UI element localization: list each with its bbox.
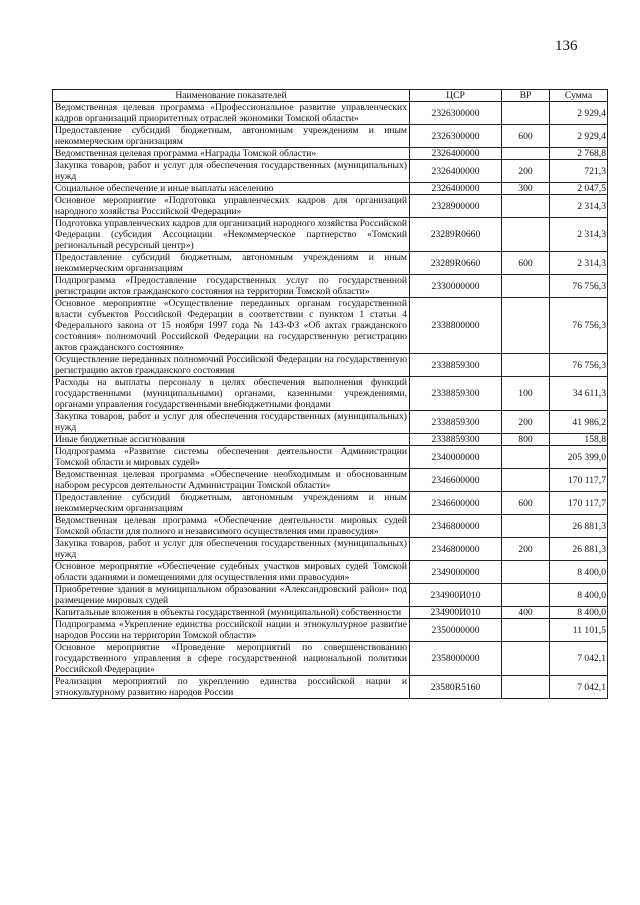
table-row [53, 377, 608, 411]
row-sum: 11 101,5 [550, 619, 608, 642]
row-vr [502, 102, 550, 125]
table-row [53, 446, 608, 469]
table-row [53, 434, 608, 446]
row-name: Основное мероприятие «Подготовка управленческих кадров для организаций народного хозяйства Российской Федерации» [53, 195, 410, 218]
budget-table [52, 89, 608, 699]
row-vr: 600 [502, 492, 550, 515]
row-name: Ведомственная целевая программа «Обеспечение деятельности мировых судей Томской области для полного и независимого осуществления ими правосудия» [53, 515, 410, 538]
row-csr: 2326400000 [410, 160, 502, 183]
row-csr: 23580R5160 [410, 676, 502, 699]
row-csr: 2350000000 [410, 619, 502, 642]
header-csr: ЦСР [410, 90, 502, 102]
row-name: Закупка товаров, работ и услуг для обеспечения государственных (муниципальных) нужд [53, 538, 410, 561]
row-name: Подпрограмма «Предоставление государственных услуг по государственной регистрации актов гражданского состояния на территории Томской области» [53, 275, 410, 298]
row-csr: 234900И010 [410, 607, 502, 619]
row-vr [502, 469, 550, 492]
page-number: 136 [555, 38, 578, 54]
row-sum: 2 047,5 [550, 183, 608, 195]
row-csr: 23289R0660 [410, 252, 502, 275]
table-row [53, 492, 608, 515]
row-name: Закупка товаров, работ и услуг для обеспечения государственных (муниципальных) нужд [53, 160, 410, 183]
table-row [53, 411, 608, 434]
row-vr [502, 275, 550, 298]
row-vr [502, 676, 550, 699]
row-sum: 2 929,4 [550, 125, 608, 148]
row-sum: 205 399,0 [550, 446, 608, 469]
table-row [53, 252, 608, 275]
row-csr: 2346600000 [410, 492, 502, 515]
table-row [53, 676, 608, 699]
row-csr: 2338859300 [410, 354, 502, 377]
row-vr: 400 [502, 607, 550, 619]
row-sum: 2 314,3 [550, 252, 608, 275]
row-sum: 158,8 [550, 434, 608, 446]
row-sum: 76 756,3 [550, 354, 608, 377]
row-sum: 2 768,8 [550, 148, 608, 160]
row-name: Ведомственная целевая программа «Награды Томской области» [53, 148, 410, 160]
row-csr: 2326300000 [410, 125, 502, 148]
row-sum: 170 117,7 [550, 492, 608, 515]
table-row [53, 275, 608, 298]
row-name: Осуществление переданных полномочий Российской Федерации на государственную регистрацию актов гражданского состояния [53, 354, 410, 377]
row-sum: 8 400,0 [550, 561, 608, 584]
row-vr [502, 195, 550, 218]
row-name: Расходы на выплаты персоналу в целях обеспечения выполнения функций государственными (муниципальными) органами, казенными учреждениями, органами управления государственными внебюджетными фондами [53, 377, 410, 411]
row-vr: 800 [502, 434, 550, 446]
row-vr [502, 515, 550, 538]
row-vr: 200 [502, 160, 550, 183]
row-vr [502, 619, 550, 642]
row-csr: 2338859300 [410, 411, 502, 434]
row-name: Приобретение здания в муниципальном образовании «Александровский район» под размещение мировых судей [53, 584, 410, 607]
row-csr: 2349000000 [410, 561, 502, 584]
table-row [53, 619, 608, 642]
table-row [53, 538, 608, 561]
row-csr: 2338800000 [410, 298, 502, 354]
row-sum: 76 756,3 [550, 275, 608, 298]
row-sum: 2 314,3 [550, 218, 608, 252]
header-name: Наименование показателей [53, 90, 410, 102]
row-name: Капитальные вложения в объекты государственной (муниципальной) собственности [53, 607, 410, 619]
row-vr: 600 [502, 125, 550, 148]
row-sum: 7 042,1 [550, 676, 608, 699]
row-name: Ведомственная целевая программа «Профессиональное развитие управленческих кадров организаций приоритетных отраслей экономики Томской области» [53, 102, 410, 125]
row-vr [502, 218, 550, 252]
row-vr [502, 446, 550, 469]
row-sum: 8 400,0 [550, 584, 608, 607]
row-vr: 300 [502, 183, 550, 195]
row-name: Предоставление субсидий бюджетным, автономным учреждениям и иным некоммерческим организациям [53, 252, 410, 275]
row-csr: 2338859300 [410, 377, 502, 411]
table-row [53, 469, 608, 492]
row-sum: 7 042,1 [550, 642, 608, 676]
row-csr: 234900И010 [410, 584, 502, 607]
row-vr: 200 [502, 411, 550, 434]
row-csr: 2326400000 [410, 148, 502, 160]
table-row [53, 561, 608, 584]
table-row [53, 183, 608, 195]
row-sum: 170 117,7 [550, 469, 608, 492]
row-csr: 2326400000 [410, 183, 502, 195]
row-vr [502, 584, 550, 607]
row-csr: 2340000000 [410, 446, 502, 469]
row-csr: 2346800000 [410, 515, 502, 538]
header-sum: Сумма [550, 90, 608, 102]
row-name: Подпрограмма «Укрепление единства российской нации и этнокультурное развитие народов России на территории Томской области» [53, 619, 410, 642]
table-row [53, 218, 608, 252]
row-name: Подпрограмма «Развитие системы обеспечения деятельности Администрации Томской области и мировых судей» [53, 446, 410, 469]
table-row [53, 148, 608, 160]
row-csr: 2346600000 [410, 469, 502, 492]
table-row [53, 607, 608, 619]
row-sum: 76 756,3 [550, 298, 608, 354]
row-name: Основное мероприятие «Проведение мероприятий по совершенствованию государственного управления в сфере государственной национальной политики Российской Федерации» [53, 642, 410, 676]
table-row [53, 195, 608, 218]
table-row [53, 298, 608, 354]
row-vr: 600 [502, 252, 550, 275]
table-row [53, 102, 608, 125]
row-vr [502, 561, 550, 584]
row-name: Закупка товаров, работ и услуг для обеспечения государственных (муниципальных) нужд [53, 411, 410, 434]
row-sum: 26 881,3 [550, 538, 608, 561]
row-sum: 34 611,3 [550, 377, 608, 411]
table-row [53, 354, 608, 377]
row-sum: 41 986,2 [550, 411, 608, 434]
row-name: Иные бюджетные ассигнования [53, 434, 410, 446]
table-row [53, 642, 608, 676]
row-vr [502, 148, 550, 160]
row-sum: 2 314,3 [550, 195, 608, 218]
row-csr: 23289R0660 [410, 218, 502, 252]
row-name: Ведомственная целевая программа «Обеспечение необходимым и обоснованным набором ресурсов деятельности Администрации Томской области» [53, 469, 410, 492]
table-row [53, 160, 608, 183]
row-name: Предоставление субсидий бюджетным, автономным учреждениям и иным некоммерческим организациям [53, 492, 410, 515]
row-name: Основное мероприятие «Обеспечение судебных участков мировых судей Томской области зданиями и помещениями для осуществления ими правосудия» [53, 561, 410, 584]
row-vr [502, 354, 550, 377]
row-sum: 8 400,0 [550, 607, 608, 619]
row-name: Предоставление субсидий бюджетным, автономным учреждениям и иным некоммерческим организациям [53, 125, 410, 148]
row-csr: 2338859300 [410, 434, 502, 446]
row-vr [502, 298, 550, 354]
row-vr [502, 642, 550, 676]
row-csr: 2358000000 [410, 642, 502, 676]
row-name: Основное мероприятие «Осуществление переданных органам государственной власти субъектов Российской Федерации в соответствии с пунктом 1 статьи 4 Федерального закона от 15 ноября 1997 года № 143-ФЗ «Об актах гражданского состояния» полномочий Российской Федерации на государственную регистрацию актов гражданского состояния» [53, 298, 410, 354]
row-csr: 2346800000 [410, 538, 502, 561]
row-sum: 26 881,3 [550, 515, 608, 538]
row-csr: 2328900000 [410, 195, 502, 218]
row-csr: 2330000000 [410, 275, 502, 298]
table-header-row [53, 90, 608, 102]
table-row [53, 584, 608, 607]
row-sum: 721,3 [550, 160, 608, 183]
table-row [53, 515, 608, 538]
row-vr: 100 [502, 377, 550, 411]
row-name: Социальное обеспечение и иные выплаты населению [53, 183, 410, 195]
row-vr: 200 [502, 538, 550, 561]
header-vr: ВР [502, 90, 550, 102]
table-row [53, 125, 608, 148]
row-name: Реализация мероприятий по укреплению единства российской нации и этнокультурному развитию народов России [53, 676, 410, 699]
row-sum: 2 929,4 [550, 102, 608, 125]
row-name: Подготовка управленческих кадров для организаций народного хозяйства Российской Федерации (субсидия Ассоциации «Некоммерческое партнерство «Томский региональный ресурсный центр») [53, 218, 410, 252]
row-csr: 2326300000 [410, 102, 502, 125]
